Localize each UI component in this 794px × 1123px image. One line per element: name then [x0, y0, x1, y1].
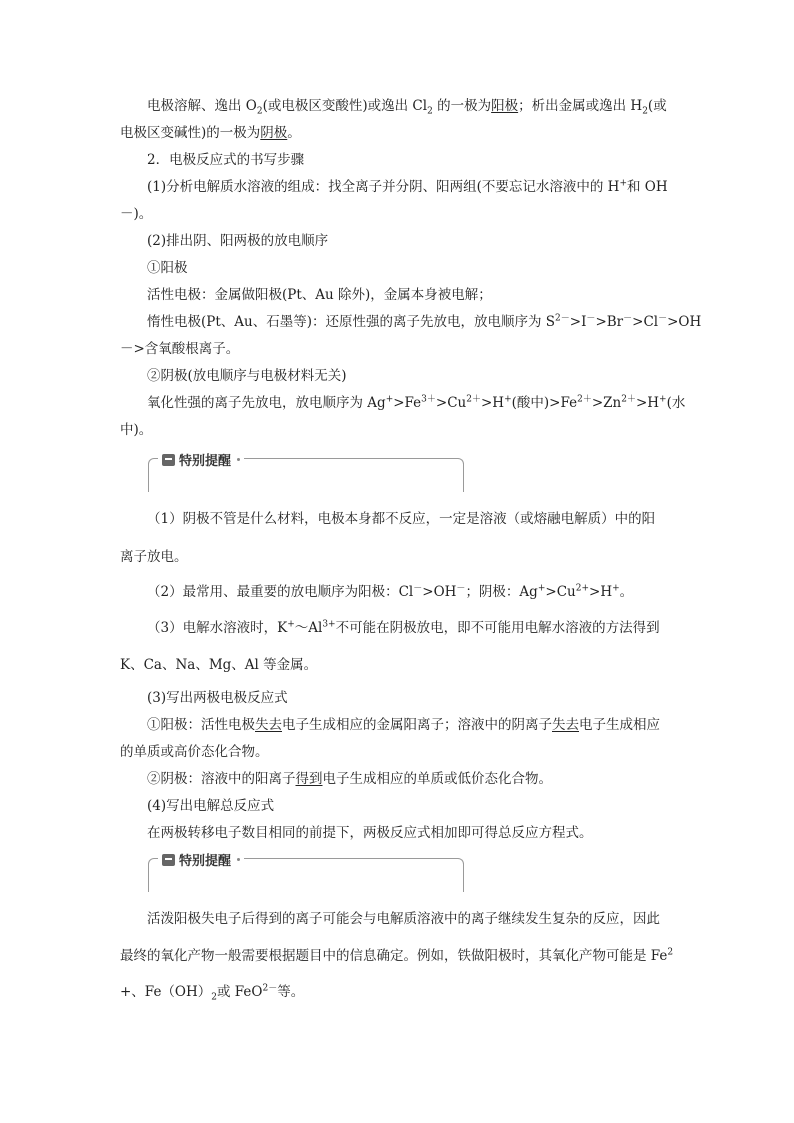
superscript: +	[287, 619, 295, 630]
text: 电子生成相应	[579, 717, 660, 733]
text: 的一极为	[432, 98, 492, 114]
paragraph-line: (3)写出两极电极反应式	[147, 690, 288, 706]
text: ；析出金属或逸出 H	[518, 98, 643, 114]
paragraph-line	[147, 716, 660, 734]
text: ②阴极：溶液中的阳离子	[147, 771, 296, 787]
paragraph-line	[147, 178, 668, 196]
paragraph-line: (2)排出阴、阳两极的放电顺序	[147, 233, 329, 249]
text: ①阳极：活性电极	[147, 717, 255, 733]
paragraph-line: ②阴极(放电顺序与电极材料无关)	[147, 368, 347, 384]
superscript: +	[385, 394, 394, 405]
reminder-label: 特别提醒	[179, 454, 232, 469]
special-reminder-box	[148, 850, 464, 892]
text: 惰性电极(Pt、Au、石墨等)：还原性强的离子先放电，放电顺序为 S	[147, 314, 556, 330]
paragraph-line: 的单质或高价态化合物。	[120, 744, 269, 760]
text: >OH	[422, 584, 457, 600]
dot-icon	[237, 858, 240, 861]
paragraph-line	[147, 394, 685, 412]
paragraph-line: 活泼阳极失电子后得到的离子可能会与电解质溶液中的离子继续发生复杂的反应，因此	[147, 911, 660, 927]
text: 电极溶解、逸出 O	[147, 98, 257, 114]
text: （3）电解水溶液时，K	[147, 620, 288, 636]
text: 和 OH	[627, 179, 668, 195]
underlined-term: 失去	[552, 717, 579, 733]
superscript: +	[612, 583, 620, 594]
superscript: －	[623, 313, 633, 324]
superscript: +	[537, 583, 546, 594]
superscript: +	[619, 178, 627, 189]
text: >Cu	[545, 584, 576, 600]
reminder-header	[158, 450, 244, 469]
paragraph-line: ①阳极	[147, 260, 188, 276]
text: >I	[569, 314, 587, 330]
text: >Fe	[393, 395, 422, 411]
text: (1)分析电解质水溶液的组成：找全离子并分阴、阳两组(不要忘记水溶液中的 H	[147, 179, 620, 195]
text: 不可能在阴极放电，即不可能用电解水溶液的方法得到	[335, 620, 660, 636]
superscript: 3+	[322, 619, 336, 630]
text: 电极区变碱性)的一极为	[120, 125, 261, 141]
paragraph-line: （1）阴极不管是什么材料，电极本身都不反应，一定是溶液（或熔融电解质）中的阳	[147, 511, 656, 527]
underlined-term: 得到	[295, 771, 323, 787]
text: 或 FeO	[217, 984, 263, 1000]
text: >Cl	[632, 314, 659, 330]
text: (酸中)>Fe	[511, 395, 578, 411]
paragraph-line: 活性电极：金属做阳极(Pt、Au 除外)，金属本身被电解；	[147, 287, 492, 303]
superscript: －	[456, 583, 466, 594]
text: +、Fe（OH）	[120, 984, 212, 1000]
paragraph-line: －>含氧酸根离子。	[120, 341, 240, 357]
underlined-term: 阴极	[260, 125, 288, 141]
text: （2）最常用、最重要的放电顺序为阳极：Cl	[147, 584, 414, 600]
text: >Cu	[435, 395, 467, 411]
paragraph-line: (4)写出电解总反应式	[147, 798, 275, 814]
superscript: －	[586, 313, 596, 324]
superscript: 2－	[555, 313, 570, 324]
text: 氧化性强的离子先放电，放电顺序为 Ag	[147, 395, 386, 411]
text: >Br	[595, 314, 624, 330]
superscript: 3＋	[421, 394, 436, 405]
dot-icon	[237, 458, 240, 461]
text: >H	[635, 395, 660, 411]
superscript: 2	[667, 947, 674, 958]
text: >H	[480, 395, 505, 411]
paragraph-line	[147, 583, 633, 601]
underlined-term: 失去	[255, 717, 282, 733]
superscript: －	[413, 583, 423, 594]
text: >OH	[667, 314, 702, 330]
section-heading: 2．电极反应式的书写步骤	[147, 152, 305, 168]
text: >H	[589, 584, 613, 600]
superscript: 2－	[262, 983, 278, 994]
paragraph-line	[120, 947, 673, 965]
text: 。	[287, 125, 301, 141]
text: ～Al	[294, 620, 323, 636]
superscript: 2+	[575, 583, 590, 594]
paragraph-line: 离子放电。	[120, 549, 188, 565]
superscript: 2＋	[621, 394, 636, 405]
note-icon	[162, 854, 175, 866]
paragraph-line	[120, 124, 301, 142]
superscript: －	[658, 313, 668, 324]
reminder-label: 特别提醒	[179, 854, 232, 869]
paragraph-line	[147, 619, 660, 637]
text: (水	[666, 395, 686, 411]
text: 。	[619, 584, 634, 600]
paragraph-line	[147, 97, 667, 115]
superscript: 2＋	[466, 394, 481, 405]
text: 电子生成相应的单质或低价态化合物。	[322, 771, 552, 787]
superscript: +	[659, 394, 667, 405]
underlined-term: 阳极	[491, 98, 519, 114]
reminder-header	[158, 850, 244, 869]
special-reminder-box	[148, 450, 464, 492]
subscript: 2	[211, 992, 218, 1003]
text: 电子生成相应的金属阳离子；溶液中的阴离子	[282, 717, 552, 733]
paragraph-line: 在两极转移电子数目相同的前提下，两极反应式相加即可得总反应方程式。	[147, 825, 593, 841]
subscript: 2	[256, 106, 263, 117]
text: (或电极区变酸性)或逸出 Cl	[262, 98, 428, 114]
paragraph-line: 中)。	[120, 422, 153, 438]
paragraph-line	[120, 983, 304, 1001]
paragraph-line	[147, 770, 552, 788]
text: (或	[647, 98, 667, 114]
paragraph-line: K、Ca、Na、Mg、Al 等金属。	[120, 657, 318, 673]
note-icon	[162, 454, 175, 466]
subscript: 2	[642, 106, 648, 117]
superscript: +	[504, 394, 512, 405]
paragraph-line	[147, 313, 701, 331]
text: ；阴极：Ag	[465, 584, 538, 600]
text: >Zn	[591, 395, 622, 411]
paragraph-line: －)。	[120, 206, 153, 222]
superscript: 2＋	[577, 394, 592, 405]
subscript: 2	[427, 106, 433, 117]
text: 最终的氧化产物一般需要根据题目中的信息确定。例如，铁做阳极时，其氧化产物可能是 Fe	[120, 948, 668, 964]
text: 等。	[277, 984, 305, 1000]
